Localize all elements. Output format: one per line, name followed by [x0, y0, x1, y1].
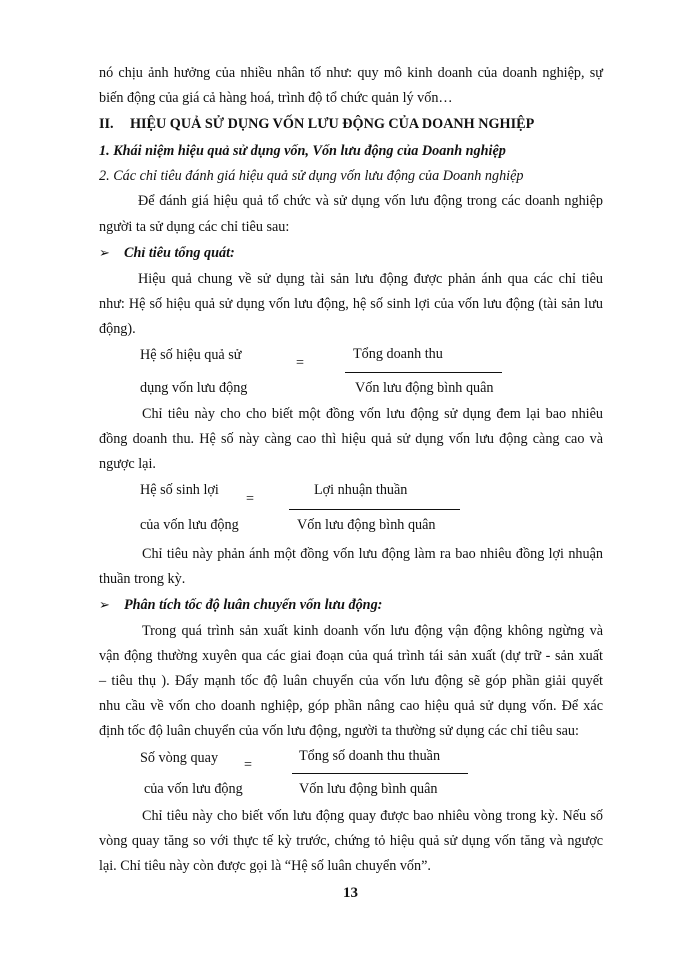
formula3-equals: = [244, 757, 253, 773]
formula1-equals: = [296, 355, 305, 371]
formula3-numerator: Tổng số doanh thu thuần [299, 748, 441, 764]
formula3-denominator: Vốn lưu động bình quân [299, 781, 438, 797]
para5-line-3: – tiêu thụ ). Đẩy mạnh tốc độ luân chuyển của vốn lưu động sẽ góp phần giải quyết [99, 673, 603, 689]
intro-line-1: nó chịu ảnh hưởng của nhiều nhân tố như: quy mô kinh doanh của doanh nghiệp, sự [99, 65, 603, 81]
formula2-numerator: Lợi nhuận thuần [314, 482, 408, 498]
para5-line-5: định tốc độ luân chuyển của vốn lưu động, người ta thường sử dụng các chỉ tiêu sau: [99, 723, 579, 739]
para6-line-3: lại. Chỉ tiêu này còn được gọi là “Hệ số luân chuyển vốn”. [99, 858, 431, 874]
formula3-lhs-bottom: của vốn lưu động [144, 781, 243, 797]
para2-line-2: như: Hệ số hiệu quả sử dụng vốn lưu động, hệ số sinh lợi của vốn lưu động (tài sản lưu [99, 296, 603, 312]
formula1-numerator: Tổng doanh thu [353, 346, 443, 362]
para3-line-2: đồng doanh thu. Hệ số này càng cao thì hiệu quả sử dụng vốn lưu động càng cao và [99, 431, 603, 447]
section-number: II. [99, 116, 114, 132]
formula2-equals: = [246, 491, 255, 507]
para2-line-1: Hiệu quả chung về sử dụng tài sản lưu động được phản ánh qua các chỉ tiêu [138, 271, 603, 287]
para3-line-1: Chỉ tiêu này cho cho biết một đồng vốn lưu động sử dụng đem lại bao nhiêu [142, 406, 603, 422]
formula2-lhs-top: Hệ số sinh lợi [140, 482, 219, 498]
bullet-1-heading: Chỉ tiêu tổng quát: [124, 245, 235, 261]
para3-line-3: ngược lại. [99, 456, 156, 472]
para4-line-2: thuần trong kỳ. [99, 571, 186, 587]
bullet-arrow-icon: ➢ [99, 245, 110, 260]
formula2-lhs-bottom: của vốn lưu động [140, 517, 239, 533]
para5-line-4: nhu cầu về vốn cho doanh nghiệp, góp phần nâng cao hiệu quả sử dụng vốn. Để xác [99, 698, 603, 714]
formula2-denominator: Vốn lưu động bình quân [297, 517, 436, 533]
intro-line-2: biến động của giá cả hàng hoá, trình độ tổ chức quản lý vốn… [99, 90, 453, 106]
formula3-lhs-top: Số vòng quay [140, 750, 219, 766]
para6-line-1: Chỉ tiêu này cho biết vốn lưu động quay được bao nhiêu vòng trong kỳ. Nếu số [142, 808, 603, 824]
para6-line-2: vòng quay tăng so với thực tế kỳ trước, chứng tỏ hiệu quả sử dụng vốn tăng và ngược [99, 833, 603, 849]
section-title: HIỆU QUẢ SỬ DỤNG VỐN LƯU ĐỘNG CỦA DOANH NGHIỆP [130, 116, 535, 132]
para1-line-2: người ta sử dụng các chỉ tiêu sau: [99, 219, 290, 235]
formula1-denominator: Vốn lưu động bình quân [355, 380, 494, 396]
formula1-lhs-bottom: dụng vốn lưu động [140, 380, 248, 396]
bullet-arrow-icon: ➢ [99, 597, 110, 612]
para2-line-3: động). [99, 321, 136, 337]
formula2-fraction-bar [289, 509, 460, 510]
bullet-2-heading: Phân tích tốc độ luân chuyển vốn lưu động: [124, 597, 383, 613]
para1-line-1: Để đánh giá hiệu quả tổ chức và sử dụng vốn lưu động trong các doanh nghiệp [138, 193, 603, 209]
para5-line-2: vận động thường xuyên qua các giai đoạn của quá trình tái sản xuất (dự trữ - sản xuất [99, 648, 603, 664]
subheading-2: 2. Các chỉ tiêu đánh giá hiệu quả sử dụng vốn lưu động của Doanh nghiệp [99, 168, 524, 184]
subheading-1: 1. Khái niệm hiệu quả sử dụng vốn, Vốn lưu động của Doanh nghiệp [99, 143, 506, 159]
formula1-lhs-top: Hệ số hiệu quả sử [140, 347, 242, 363]
page-number: 13 [343, 885, 358, 901]
para5-line-1: Trong quá trình sản xuất kinh doanh vốn lưu động vận động không ngừng và [142, 623, 603, 639]
para4-line-1: Chỉ tiêu này phản ánh một đồng vốn lưu động làm ra bao nhiêu đồng lợi nhuận [142, 546, 603, 562]
formula3-fraction-bar [292, 773, 468, 774]
formula1-fraction-bar [345, 372, 502, 373]
